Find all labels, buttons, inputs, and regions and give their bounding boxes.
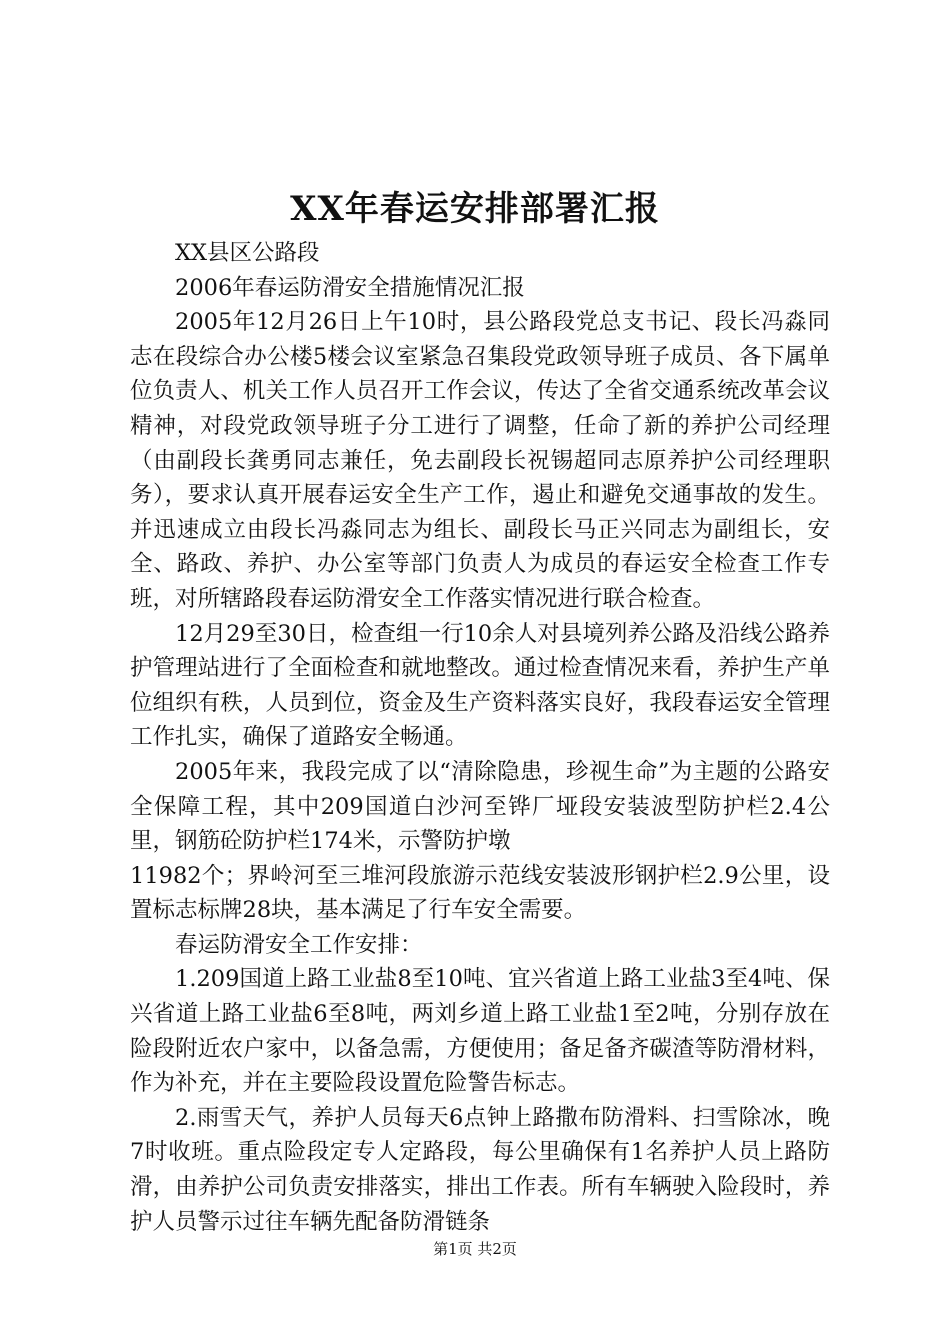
paragraph-arrangement-heading: 春运防滑安全工作安排： [175, 931, 423, 958]
document-body [130, 236, 830, 1239]
paragraph-safety-project-cont: 11982个；界岭河至三堆河段旅游示范线安装波形钢护栏2.9公里，设置标志标牌28块，基本满足了行车安全需要。 [130, 862, 830, 924]
paragraph-safety-project: 2005年来，我段完成了以“清除隐患，珍视生命”为主题的公路安全保障工程，其中209国道白沙河至铧厂垭段安装波型防护栏2.4公里，钢筋砼防护栏174米，示警防护墩 [130, 758, 830, 855]
paragraph-inspection: 12月29至30日，检查组一行10余人对县境列养公路及沿线公路养护管理站进行了全面检查和就地整改。通过检查情况来看，养护生产单位组织有秩，人员到位，资金及生产资料落实良好，我段春运安全管理工作扎实，确保了道路安全畅通。 [130, 620, 830, 751]
paragraph-subtitle: 2006年春运防滑安全措施情况汇报 [175, 274, 525, 301]
paragraph-arrangement-2: 2.雨雪天气，养护人员每天6点钟上路撒布防滑料、扫雪除冰，晚7时收班。重点险段定专人定路段，每公里确保有1名养护人员上路防滑，由养护公司负责安排落实，排出工作表。所有车辆驶入险段时，养护人员警示过往车辆先配备防滑链条 [130, 1104, 830, 1235]
document-title: XX年春运安排部署汇报 [290, 189, 660, 229]
page-footer: 第1页 共2页 [433, 1240, 517, 1258]
paragraph-organization: XX县区公路段 [175, 240, 320, 266]
paragraph-meeting: 2005年12月26日上午10时，县公路段党总支书记、段长冯淼同志在段综合办公楼5楼会议室紧急召集段党政领导班子成员、各下属单位负责人、机关工作人员召开工作会议，传达了全省交通系统改革会议精神，对段党政领导班子分工进行了调整，任命了新的养护公司经理（由副段长龚勇同志兼任，免去副段长祝锡超同志原养护公司经理职务），要求认真开展春运安全生产工作，遏止和避免交通事故的发生。并迅速成立由段长冯淼同志为组长、副段长马正兴同志为副组长，安全、路政、养护、办公室等部门负责人为成员的春运安全检查工作专班，对所辖路段春运防滑安全工作落实情况进行联合检查。 [130, 309, 830, 612]
paragraph-arrangement-1: 1.209国道上路工业盐8至10吨、宜兴省道上路工业盐3至4吨、保兴省道上路工业盐6至8吨，两刘乡道上路工业盐1至2吨，分别存放在险段附近农户家中，以备急需，方便使用；备足备齐碳渣等防滑材料，作为补充，并在主要险段设置危险警告标志。 [130, 966, 830, 1097]
